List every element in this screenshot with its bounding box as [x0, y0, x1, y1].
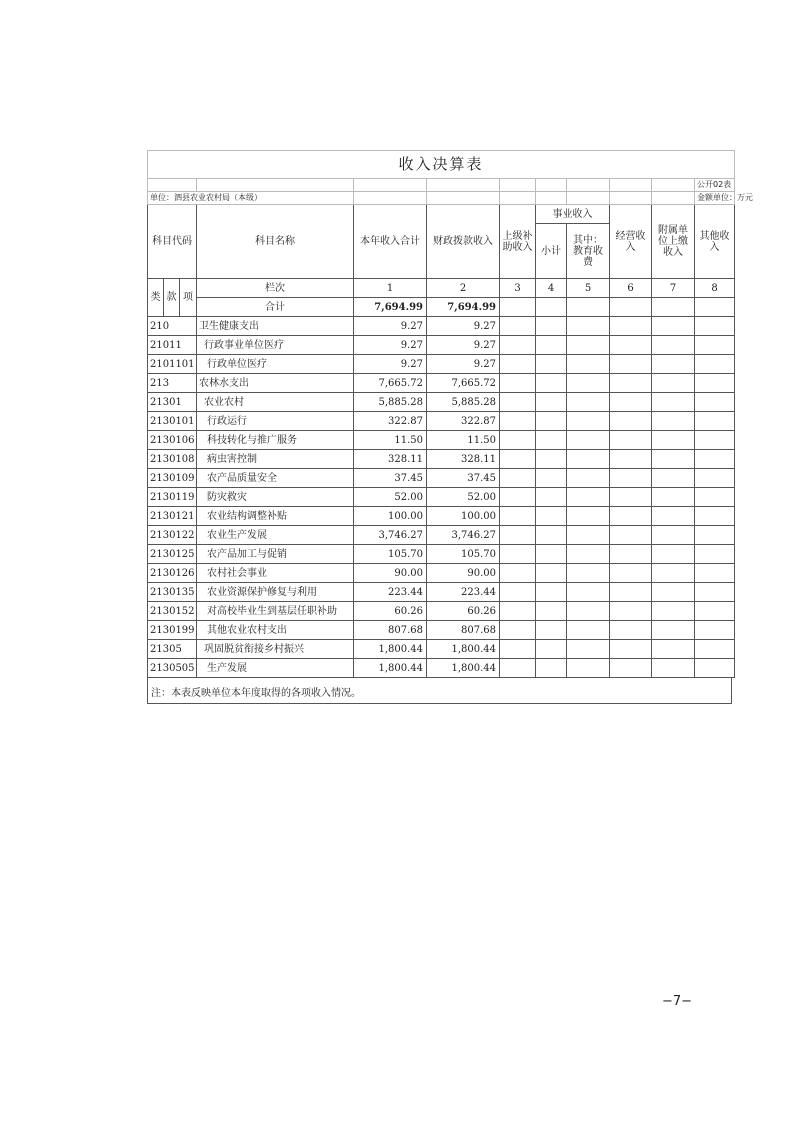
header-lei: 类: [148, 279, 164, 317]
table-note: 注：本表反映单位本年度取得的各项收入情况。: [147, 678, 732, 704]
empty-cell: [610, 355, 652, 374]
empty-cell: [500, 336, 536, 355]
empty-cell: [536, 431, 567, 450]
table-row: [148, 374, 735, 393]
form-code: 公开02表: [695, 179, 735, 192]
table-row: [148, 545, 735, 564]
row-fiscal: 9.27: [427, 317, 500, 336]
row-code: 2130152: [148, 602, 197, 621]
row-name: 科技转化与推广服务: [197, 431, 354, 450]
row-fiscal: 52.00: [427, 488, 500, 507]
header-business: 事业收入: [536, 205, 610, 224]
row-name: 农业资源保护修复与利用: [197, 583, 354, 602]
table-row: [148, 336, 735, 355]
empty-cell: [610, 336, 652, 355]
col-num-7: 7: [652, 279, 695, 298]
empty-cell: [610, 564, 652, 583]
table-title: 收入决算表: [148, 151, 735, 179]
row-fiscal: 223.44: [427, 583, 500, 602]
empty-cell: [567, 545, 610, 564]
row-code: 2101101: [148, 355, 197, 374]
row-name: 农业农村: [197, 393, 354, 412]
empty-cell: [652, 450, 695, 469]
empty-cell: [500, 469, 536, 488]
table-row: [148, 393, 735, 412]
empty-cell: [695, 355, 735, 374]
row-code: 2130199: [148, 621, 197, 640]
empty-cell: [652, 583, 695, 602]
row-name: 其他农业农村支出: [197, 621, 354, 640]
empty-cell: [500, 412, 536, 431]
empty-cell: [695, 393, 735, 412]
empty-cell: [695, 469, 735, 488]
row-fiscal: 328.11: [427, 450, 500, 469]
empty-cell: [652, 355, 695, 374]
row-code: 2130108: [148, 450, 197, 469]
col-num-4: 4: [536, 279, 567, 298]
empty-cell: [652, 602, 695, 621]
empty-cell: [536, 659, 567, 678]
empty-cell: [536, 583, 567, 602]
empty-cell: [610, 640, 652, 659]
empty-cell: [695, 374, 735, 393]
header-upper: 上级补助收入: [500, 205, 536, 279]
empty-cell: [500, 507, 536, 526]
header-edu: 其中：教育收费: [567, 224, 610, 279]
header-affiliated: 附属单位上缴收入: [652, 205, 695, 279]
empty-cell: [610, 621, 652, 640]
header-code: 科目代码: [148, 205, 197, 279]
header-name: 科目名称: [197, 205, 354, 279]
row-name: 行政单位医疗: [197, 355, 354, 374]
row-fiscal: 37.45: [427, 469, 500, 488]
table-row: [148, 317, 735, 336]
empty-cell: [500, 450, 536, 469]
row-total: 9.27: [354, 336, 427, 355]
empty-cell: [567, 659, 610, 678]
row-code: 2130125: [148, 545, 197, 564]
empty-cell: [536, 640, 567, 659]
empty-cell: [500, 355, 536, 374]
empty-cell: [610, 526, 652, 545]
row-total: 5,885.28: [354, 393, 427, 412]
empty-cell: [536, 355, 567, 374]
empty-cell: [652, 621, 695, 640]
row-fiscal: 9.27: [427, 355, 500, 374]
row-total: 328.11: [354, 450, 427, 469]
table-row: [148, 526, 735, 545]
row-code: 210: [148, 317, 197, 336]
row-code: 2130122: [148, 526, 197, 545]
row-total: 9.27: [354, 317, 427, 336]
empty-cell: [652, 412, 695, 431]
empty-cell: [536, 393, 567, 412]
empty-cell: [652, 431, 695, 450]
row-name: 对高校毕业生到基层任职补助: [197, 602, 354, 621]
table-row: [148, 450, 735, 469]
row-total: 223.44: [354, 583, 427, 602]
empty-cell: [695, 507, 735, 526]
row-code: 2130106: [148, 431, 197, 450]
header-xiang: 项: [180, 279, 197, 317]
row-code: 21305: [148, 640, 197, 659]
row-total: 100.00: [354, 507, 427, 526]
table-row: [148, 412, 735, 431]
row-total: 1,800.44: [354, 640, 427, 659]
table-row: [148, 431, 735, 450]
row-total: 105.70: [354, 545, 427, 564]
row-code: 21011: [148, 336, 197, 355]
empty-cell: [652, 393, 695, 412]
header-lanci: 栏次: [197, 279, 354, 298]
row-name: 农产品质量安全: [197, 469, 354, 488]
empty-cell: [500, 545, 536, 564]
empty-cell: [536, 507, 567, 526]
empty-cell: [695, 412, 735, 431]
empty-cell: [567, 355, 610, 374]
header-fiscal: 财政拨款收入: [427, 205, 500, 279]
sum-fiscal: 7,694.99: [427, 298, 500, 317]
empty-cell: [610, 431, 652, 450]
income-table: [147, 150, 753, 678]
empty-cell: [536, 412, 567, 431]
empty-cell: [695, 336, 735, 355]
empty-cell: [652, 640, 695, 659]
empty-cell: [610, 659, 652, 678]
table-row: [148, 355, 735, 374]
table-row: [148, 621, 735, 640]
empty-cell: [500, 393, 536, 412]
row-fiscal: 3,746.27: [427, 526, 500, 545]
row-name: 生产发展: [197, 659, 354, 678]
empty-cell: [536, 317, 567, 336]
col-num-2: 2: [427, 279, 500, 298]
empty-cell: [652, 545, 695, 564]
header-total: 本年收入合计: [354, 205, 427, 279]
empty-cell: [536, 469, 567, 488]
row-fiscal: 90.00: [427, 564, 500, 583]
empty-cell: [695, 602, 735, 621]
empty-cell: [500, 526, 536, 545]
row-fiscal: 7,665.72: [427, 374, 500, 393]
empty-cell: [695, 583, 735, 602]
row-total: 7,665.72: [354, 374, 427, 393]
header-kuan: 款: [164, 279, 180, 317]
empty-cell: [610, 317, 652, 336]
empty-cell: [652, 526, 695, 545]
empty-cell: [695, 640, 735, 659]
row-code: 213: [148, 374, 197, 393]
row-total: 3,746.27: [354, 526, 427, 545]
empty-cell: [567, 317, 610, 336]
empty-cell: [652, 317, 695, 336]
empty-cell: [567, 412, 610, 431]
table-row: [148, 602, 735, 621]
row-total: 322.87: [354, 412, 427, 431]
empty-cell: [695, 564, 735, 583]
row-name: 病虫害控制: [197, 450, 354, 469]
row-name: 防灾救灾: [197, 488, 354, 507]
empty-cell: [610, 583, 652, 602]
col-num-6: 6: [610, 279, 652, 298]
empty-cell: [567, 336, 610, 355]
row-total: 90.00: [354, 564, 427, 583]
empty-cell: [500, 431, 536, 450]
sum-total: 7,694.99: [354, 298, 427, 317]
empty-cell: [536, 545, 567, 564]
empty-cell: [610, 374, 652, 393]
empty-cell: [695, 431, 735, 450]
row-code: 2130101: [148, 412, 197, 431]
empty-cell: [567, 393, 610, 412]
empty-cell: [500, 640, 536, 659]
row-fiscal: 322.87: [427, 412, 500, 431]
col-num-3: 3: [500, 279, 536, 298]
col-num-1: 1: [354, 279, 427, 298]
empty-cell: [567, 583, 610, 602]
empty-cell: [652, 469, 695, 488]
empty-cell: [695, 545, 735, 564]
empty-cell: [695, 488, 735, 507]
empty-cell: [536, 488, 567, 507]
empty-cell: [500, 374, 536, 393]
row-fiscal: 11.50: [427, 431, 500, 450]
table-row: [148, 583, 735, 602]
empty-cell: [500, 659, 536, 678]
row-total: 9.27: [354, 355, 427, 374]
empty-cell: [652, 488, 695, 507]
row-total: 52.00: [354, 488, 427, 507]
empty-cell: [610, 469, 652, 488]
row-total: 1,800.44: [354, 659, 427, 678]
empty-cell: [536, 450, 567, 469]
empty-cell: [500, 602, 536, 621]
header-other: 其他收入: [695, 205, 735, 279]
empty-cell: [500, 488, 536, 507]
row-name: 农村社会事业: [197, 564, 354, 583]
empty-cell: [610, 545, 652, 564]
empty-cell: [567, 564, 610, 583]
row-fiscal: 5,885.28: [427, 393, 500, 412]
row-code: 2130109: [148, 469, 197, 488]
empty-cell: [652, 564, 695, 583]
row-code: 2130126: [148, 564, 197, 583]
empty-cell: [500, 621, 536, 640]
row-code: 2130119: [148, 488, 197, 507]
row-code: 21301: [148, 393, 197, 412]
empty-cell: [652, 659, 695, 678]
empty-cell: [536, 526, 567, 545]
empty-cell: [610, 507, 652, 526]
row-name: 巩固脱贫衔接乡村振兴: [197, 640, 354, 659]
empty-cell: [652, 374, 695, 393]
empty-cell: [652, 336, 695, 355]
empty-cell: [567, 602, 610, 621]
unit-label: 单位：泗县农业农村局（本级）: [148, 192, 354, 205]
empty-cell: [567, 469, 610, 488]
empty-cell: [567, 526, 610, 545]
empty-cell: [536, 621, 567, 640]
empty-cell: [610, 602, 652, 621]
row-name: 行政运行: [197, 412, 354, 431]
row-name: 卫生健康支出: [197, 317, 354, 336]
empty-cell: [500, 317, 536, 336]
row-name: 农业结构调整补贴: [197, 507, 354, 526]
row-total: 60.26: [354, 602, 427, 621]
amount-unit: 金额单位：万元: [695, 192, 735, 205]
empty-cell: [536, 336, 567, 355]
row-fiscal: 9.27: [427, 336, 500, 355]
table-row: [148, 659, 735, 678]
header-operating: 经营收入: [610, 205, 652, 279]
table-row: [148, 469, 735, 488]
empty-cell: [567, 450, 610, 469]
row-name: 农业生产发展: [197, 526, 354, 545]
row-code: 2130135: [148, 583, 197, 602]
page-number: −7−: [662, 994, 693, 1009]
row-total: 11.50: [354, 431, 427, 450]
sum-label: 合计: [197, 298, 354, 317]
empty-cell: [567, 431, 610, 450]
row-fiscal: 1,800.44: [427, 640, 500, 659]
empty-cell: [652, 507, 695, 526]
empty-cell: [695, 317, 735, 336]
row-fiscal: 1,800.44: [427, 659, 500, 678]
empty-cell: [567, 488, 610, 507]
empty-cell: [610, 393, 652, 412]
empty-cell: [610, 488, 652, 507]
income-statement-sheet: [147, 150, 753, 704]
empty-cell: [536, 602, 567, 621]
row-total: 807.68: [354, 621, 427, 640]
table-row: [148, 564, 735, 583]
row-name: 行政事业单位医疗: [197, 336, 354, 355]
table-row: [148, 507, 735, 526]
empty-cell: [695, 526, 735, 545]
row-fiscal: 105.70: [427, 545, 500, 564]
row-fiscal: 100.00: [427, 507, 500, 526]
table-row: [148, 640, 735, 659]
empty-cell: [610, 450, 652, 469]
empty-cell: [500, 564, 536, 583]
table-row: [148, 488, 735, 507]
empty-cell: [695, 450, 735, 469]
empty-cell: [567, 640, 610, 659]
row-name: 农林水支出: [197, 374, 354, 393]
col-num-8: 8: [695, 279, 735, 298]
row-fiscal: 807.68: [427, 621, 500, 640]
empty-cell: [567, 621, 610, 640]
empty-cell: [695, 659, 735, 678]
row-fiscal: 60.26: [427, 602, 500, 621]
header-subtotal: 小计: [536, 224, 567, 279]
row-total: 37.45: [354, 469, 427, 488]
row-code: 2130121: [148, 507, 197, 526]
empty-cell: [567, 507, 610, 526]
row-code: 2130505: [148, 659, 197, 678]
empty-cell: [695, 621, 735, 640]
empty-cell: [536, 564, 567, 583]
row-name: 农产品加工与促销: [197, 545, 354, 564]
empty-cell: [567, 374, 610, 393]
col-num-5: 5: [567, 279, 610, 298]
empty-cell: [610, 412, 652, 431]
empty-cell: [500, 583, 536, 602]
empty-cell: [536, 374, 567, 393]
